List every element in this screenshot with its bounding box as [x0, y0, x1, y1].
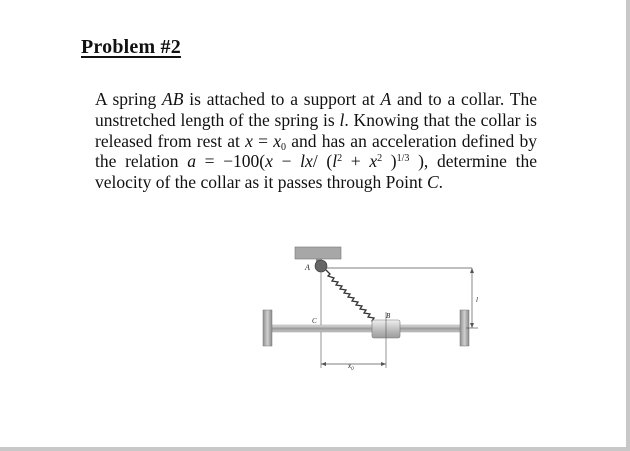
problem-statement: A spring AB is attached to a support at A and to a collar. The unstretched length of the spring is l. Knowing that the collar is released from rest at $x = x_0$ and has an acceleration defined by the relation a = −100(x − lx/ ($l^2 + x^2$ )$^{1/3}$ ), determine the velocity of the collar as it passes through Point C. — [95, 89, 537, 193]
label-c: C — [312, 317, 317, 325]
rod — [270, 325, 462, 332]
top-support — [295, 247, 341, 259]
page-frame-bottom — [0, 447, 630, 451]
left-wall — [263, 310, 272, 346]
l-arrow-top — [470, 268, 474, 273]
x0-arrow-left — [321, 362, 326, 366]
label-x0: $x_0$ — [348, 362, 354, 372]
label-l: l — [476, 296, 478, 304]
l-arrow-bottom — [470, 323, 474, 328]
x0-arrow-right — [381, 362, 386, 366]
pin-a — [315, 260, 327, 272]
label-b: B — [386, 312, 391, 320]
label-a: A — [305, 263, 310, 272]
spring-collar-diagram — [250, 240, 490, 380]
page-frame-right — [626, 0, 630, 451]
problem-title: Problem #2 — [81, 36, 181, 58]
spring — [326, 270, 377, 323]
